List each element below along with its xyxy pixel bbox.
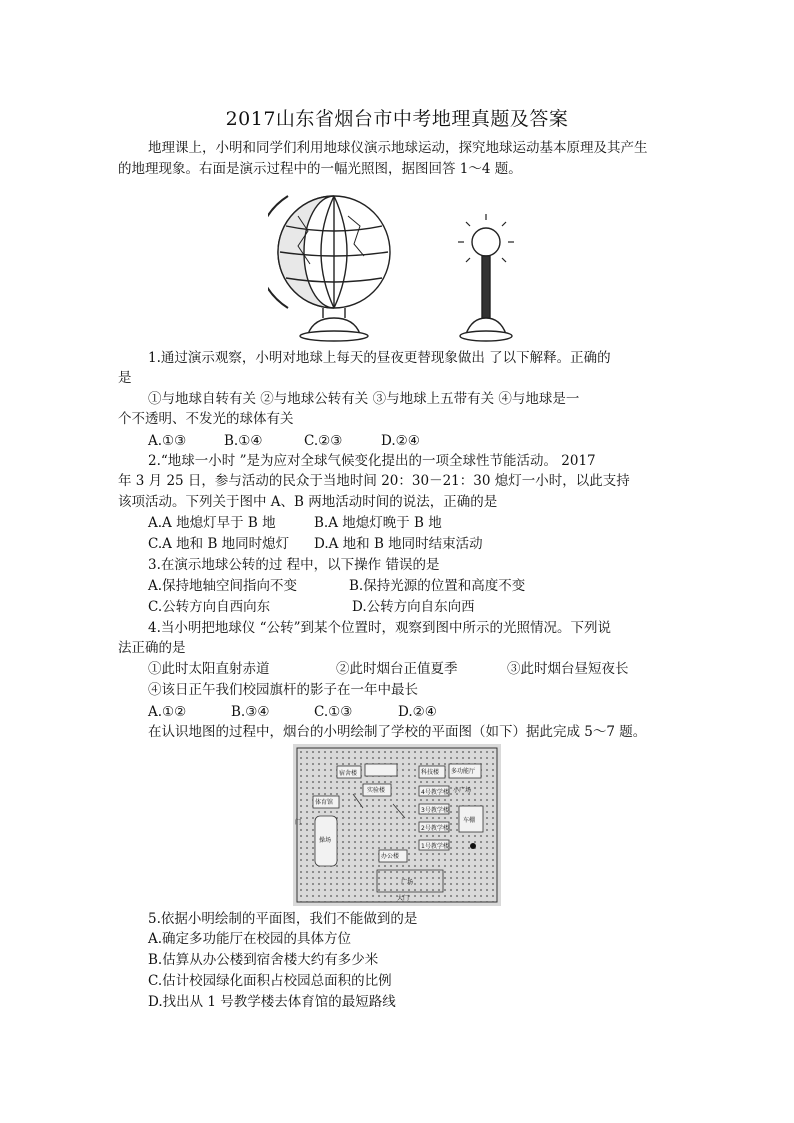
map-gate-bottom: 大门 (397, 895, 410, 902)
map-label-science: 科技楼 (421, 769, 440, 776)
map-label-bldg1: 1号教学楼 (421, 843, 449, 850)
page-title: 2017山东省烟台市中考地理真题及答案 (225, 108, 569, 130)
q2-stem-1: 2.“地球一小时 ”是为应对全球气候变化提出的一项全球性节能活动。 2017 (148, 453, 596, 469)
q1-option-a: A.①③ (148, 433, 187, 449)
q3-stem: 3.在演示地球公转的过 程中，以下操作 错误的是 (148, 557, 440, 573)
q2-stem-2: 年 3 月 25 日，参与活动的民众于当地时间 20：30－21：30 熄灯一小时，以此支持 (118, 473, 630, 489)
q5-option-c: C.估计校园绿化面积占校园总面积的比例 (148, 973, 392, 989)
q4-stem-2: 法正确的是 (118, 640, 186, 656)
map-intro: 在认识地图的过程中，烟台的小明绘制了学校的平面图（如下）据此完成 5～7 题。 (148, 724, 647, 740)
intro-line-1: 地理课上，小明和同学们利用地球仪演示地球运动，探究地球运动基本原理及其产生 (148, 140, 648, 156)
q4-statement-4: ④该日正午我们校园旗杆的影子在一年中最长 (148, 682, 418, 698)
map-label-bldg2: 2号教学楼 (421, 825, 449, 832)
q1-stem-2: 是 (118, 370, 132, 386)
intro-line-2: 的地理现象。右面是演示过程中的一幅光照图，据图回答 1～4 题。 (118, 161, 522, 177)
map-label-bldg4: 4号教学楼 (421, 789, 449, 796)
q1-option-b: B.①④ (224, 433, 263, 449)
map-label-gym: 体育馆 (315, 799, 334, 806)
map-label-bike-shed: 车棚 (463, 817, 476, 824)
q4-option-c: C.①③ (314, 704, 353, 720)
q1-statements-1: ①与地球自转有关 ②与地球公转有关 ③与地球上五带有关 ④与地球是一 (148, 391, 580, 407)
q1-option-c: C.②③ (304, 433, 343, 449)
q1-option-d: D.②④ (381, 433, 420, 449)
q2-option-b: B.A 地熄灯晚于 B 地 (314, 515, 442, 531)
q2-option-a: A.A 地熄灯早于 B 地 (148, 515, 276, 531)
q3-option-b: B.保持光源的位置和高度不变 (349, 578, 526, 594)
q4-option-a: A.①② (148, 704, 187, 720)
q5-stem: 5.依据小明绘制的平面图，我们不能做到的是 (148, 911, 418, 927)
map-label-small-square: 小广场 (453, 787, 472, 794)
q3-option-d: D.公转方向自东向西 (352, 599, 475, 615)
map-label-office: 办公楼 (381, 853, 400, 860)
q5-option-d: D.找出从 1 号教学楼去体育馆的最短路线 (148, 994, 396, 1010)
q4-statement-1: ①此时太阳直射赤道 (148, 661, 270, 677)
map-label-field: 操场 (319, 837, 332, 844)
q4-option-d: D.②④ (398, 704, 437, 720)
globe-illustration (268, 186, 528, 346)
map-label-dormitory: 宿舍楼 (339, 770, 358, 777)
map-label-bldg3: 3号教学楼 (421, 807, 449, 814)
map-label-square: 广场 (401, 879, 414, 886)
q2-option-d: D.A 地和 B 地同时结束活动 (314, 536, 483, 552)
q3-option-c: C.公转方向自西向东 (148, 599, 271, 615)
q5-option-a: A.确定多功能厅在校园的具体方位 (148, 931, 352, 947)
q4-stem-1: 4.当小明把地球仪 “公转”到某个位置时，观察到图中所示的光照情况。下列说 (148, 620, 611, 636)
q1-statements-2: 个不透明、不发光的球体有关 (118, 411, 294, 427)
map-gate-side: 门 (295, 819, 302, 826)
q1-stem-1: 1.通过演示观察，小明对地球上每天的昼夜更替现象做出 了以下解释。正确的 (148, 350, 611, 366)
q2-option-c: C.A 地和 B 地同时熄灯 (148, 536, 290, 552)
q3-option-a: A.保持地轴空间指向不变 (148, 578, 298, 594)
map-label-lab: 实验楼 (367, 787, 386, 794)
q4-option-b: B.③④ (231, 704, 270, 720)
q5-option-b: B.估算从办公楼到宿舍楼大约有多少米 (148, 952, 379, 968)
q4-statement-3: ③此时烟台昼短夜长 (507, 661, 629, 677)
school-map (293, 744, 501, 906)
q2-stem-3: 该项活动。下列关于图中 A、B 两地活动时间的说法，正确的是 (118, 494, 498, 510)
q4-statement-2: ②此时烟台正值夏季 (336, 661, 458, 677)
map-label-hall: 多功能厅 (451, 768, 476, 775)
